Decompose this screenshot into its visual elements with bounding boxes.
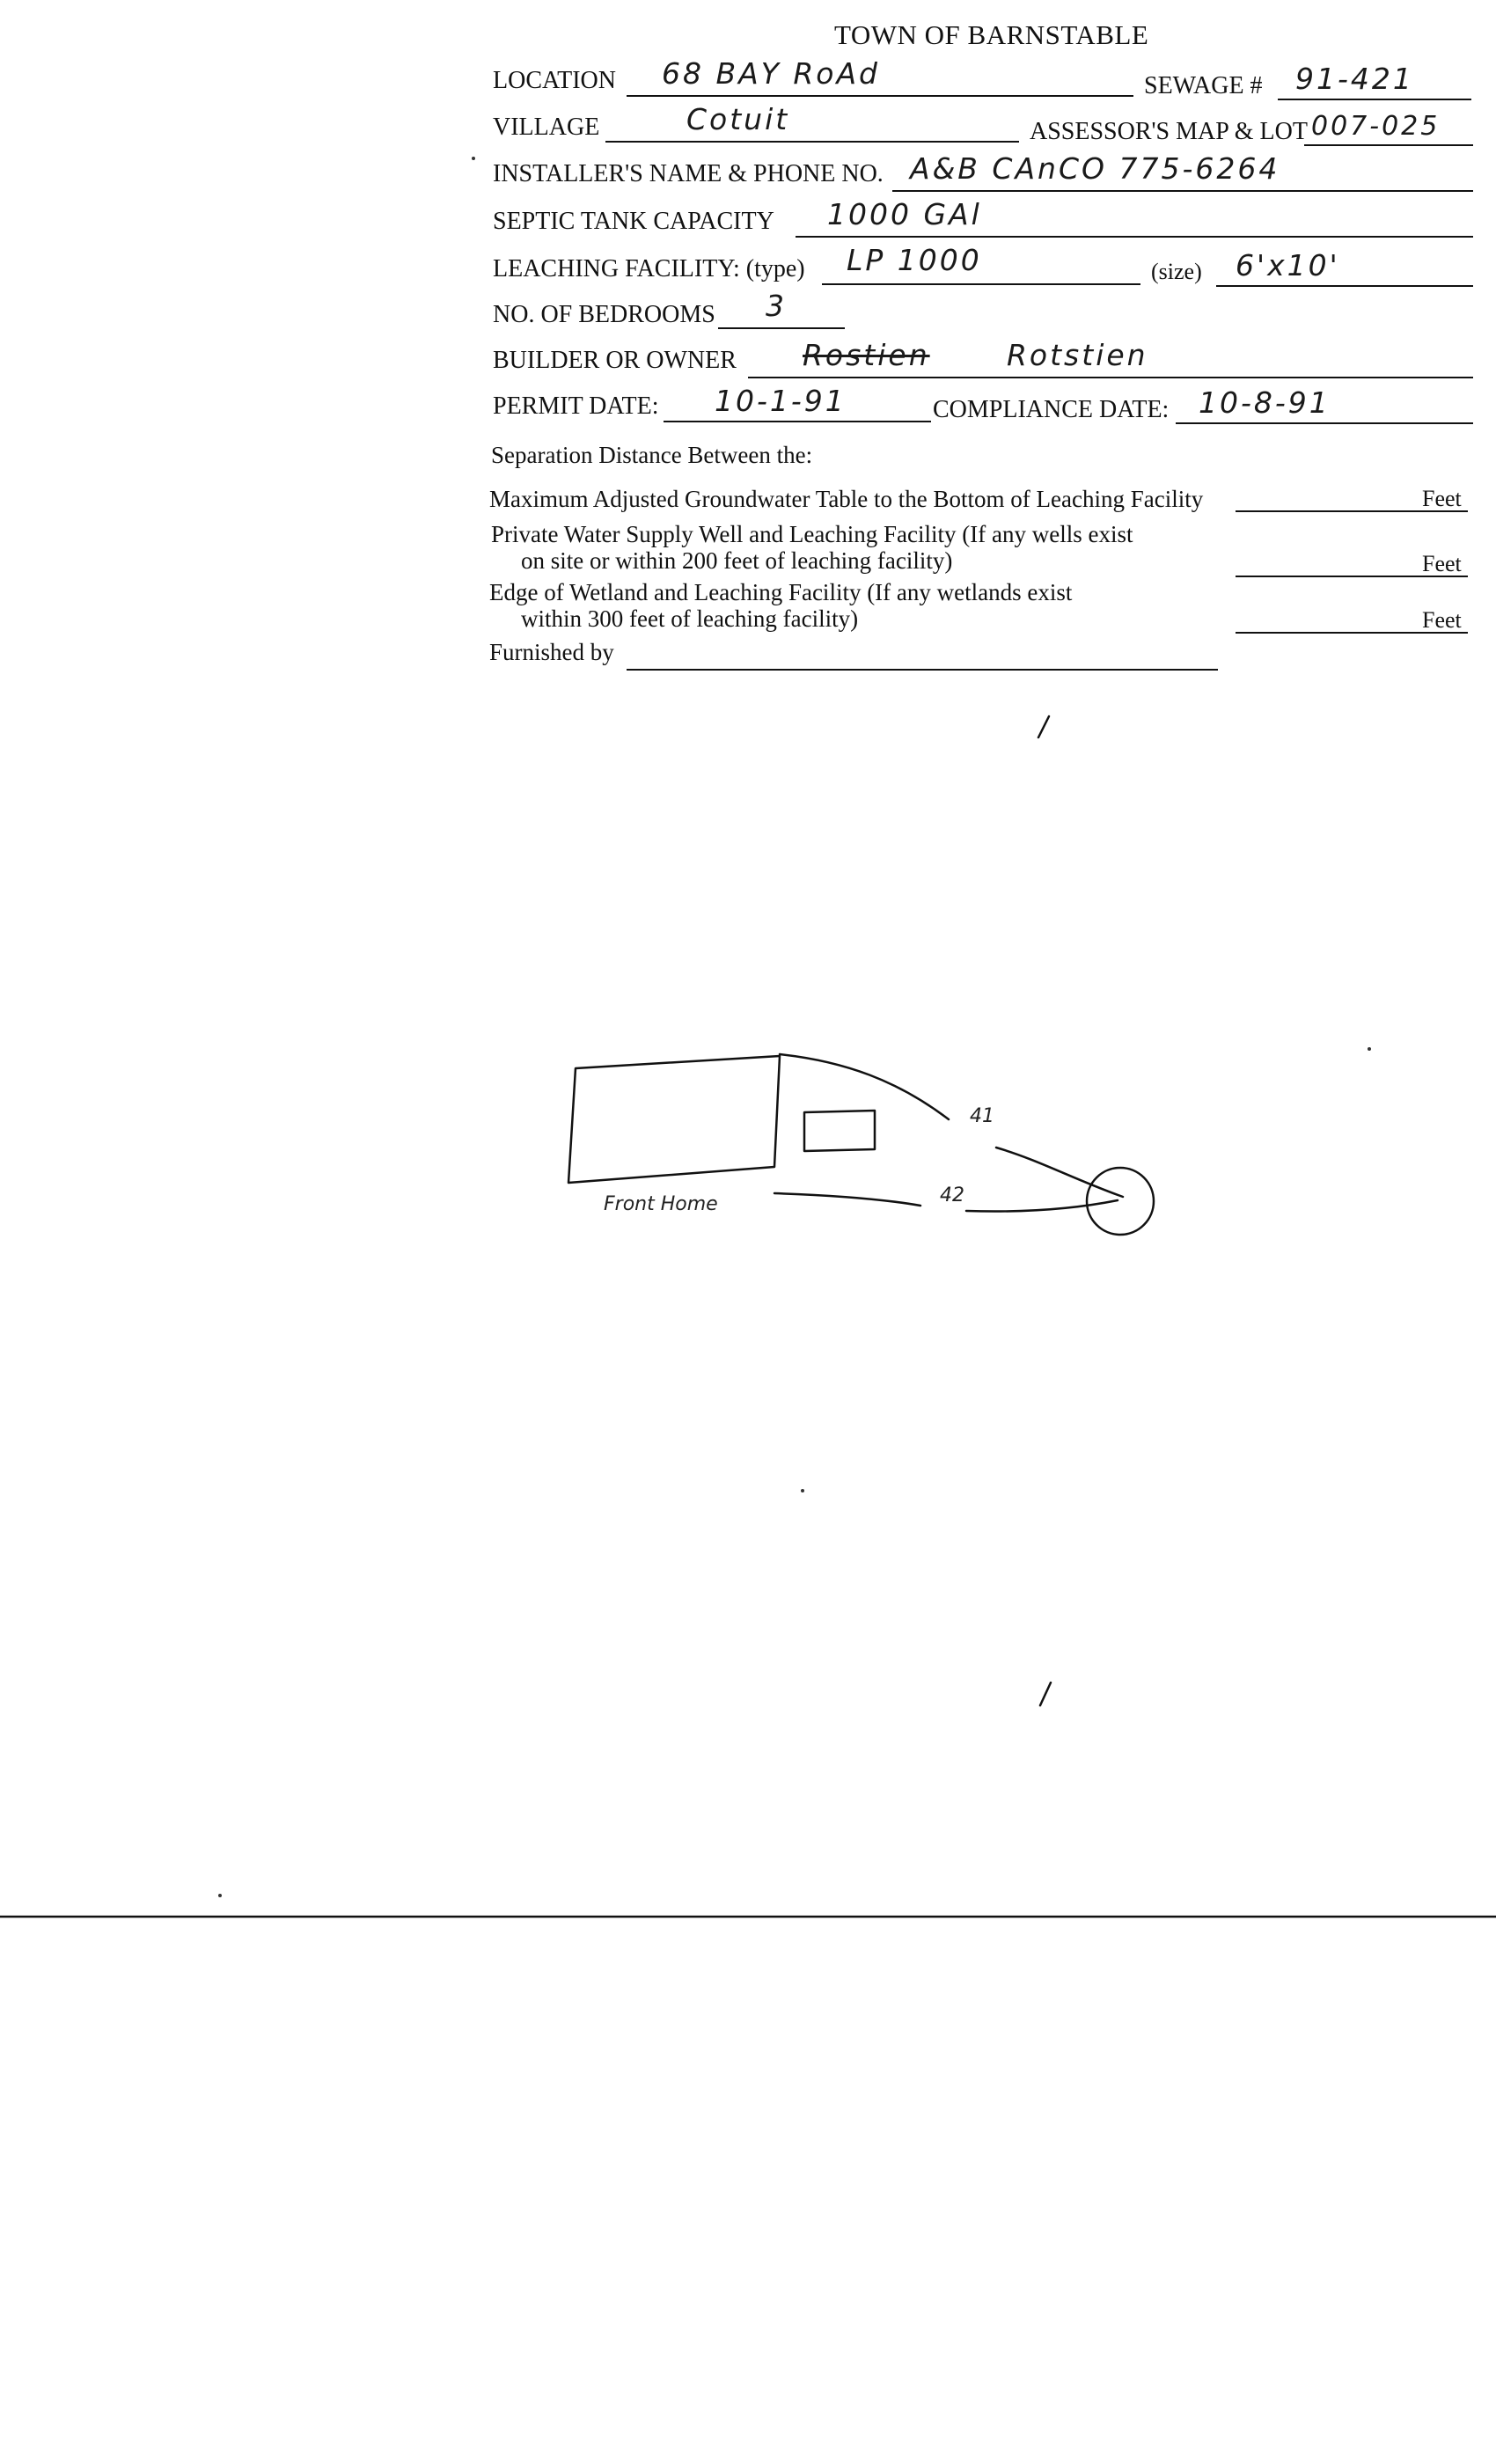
distance-2-label: 42 [940,1184,964,1206]
sewage-value: 91-421 [1295,62,1414,96]
leaching-facility-circle [1087,1168,1154,1235]
compliance-date-value: 10-8-91 [1199,385,1331,420]
speck [218,1894,222,1897]
distance-1-label: 41 [970,1105,994,1127]
village-label: VILLAGE [493,114,600,141]
separation-item-2-unit: Feet [1422,551,1462,576]
builder-label: BUILDER OR OWNER [493,347,737,374]
septic-value: 1000 GAl [827,197,982,231]
location-value: 68 BAY RoAd [662,56,880,91]
leaching-size-label: (size) [1151,259,1202,284]
separation-heading: Separation Distance Between the: [491,442,813,468]
house-outline [568,1056,780,1183]
separation-item-2-text: Private Water Supply Well and Leaching Facility (If any wells exist [491,521,1133,547]
separation-item-3-text: Edge of Wetland and Leaching Facility (If any wetlands exist [489,579,1073,605]
separation-item-1-unit: Feet [1422,486,1462,511]
leaching-size-value: 6'x10' [1236,248,1340,282]
distance-line-1 [780,1054,949,1119]
septic-label: SEPTIC TANK CAPACITY [493,208,774,235]
bedrooms-value: 3 [766,289,787,323]
separation-item-3-unit: Feet [1422,607,1462,633]
builder-struck-value: Rostien [803,338,930,372]
separation-item-2-text-2: on site or within 200 feet of leaching facility) [521,547,953,574]
installer-value: A&B CAnCO 775-6264 [910,151,1280,186]
sewage-label: SEWAGE # [1144,72,1263,99]
front-home-label: Front Home [604,1193,718,1215]
leaching-type-value: LP 1000 [847,243,982,277]
separation-item-1-text: Maximum Adjusted Groundwater Table to the Bottom of Leaching Facility [489,486,1204,512]
installer-label: INSTALLER'S NAME & PHONE NO. [493,160,884,187]
speck [1368,1047,1371,1051]
speck [801,1489,804,1492]
permit-date-label: PERMIT DATE: [493,392,659,420]
leader-line-2 [966,1200,1118,1212]
stray-mark-1 [1038,716,1049,737]
distance-line-2 [774,1193,920,1206]
septic-tank-box [804,1111,875,1151]
speck [472,157,475,160]
leaching-label: LEACHING FACILITY: (type) [493,255,805,282]
village-value: Cotuit [686,102,790,136]
assessor-label: ASSESSOR'S MAP & LOT [1030,118,1308,145]
separation-item-3-text-2: within 300 feet of leaching facility) [521,605,859,632]
assessor-value: 007-025 [1311,111,1441,142]
form-title: TOWN OF BARNSTABLE [834,19,1149,50]
bedrooms-label: NO. OF BEDROOMS [493,301,715,328]
location-label: LOCATION [493,67,616,94]
furnished-by-label: Furnished by [489,639,614,665]
builder-value: Rotstien [1007,338,1148,372]
stray-mark-2 [1040,1683,1051,1705]
compliance-date-label: COMPLIANCE DATE: [933,396,1170,423]
permit-date-value: 10-1-91 [715,384,847,418]
